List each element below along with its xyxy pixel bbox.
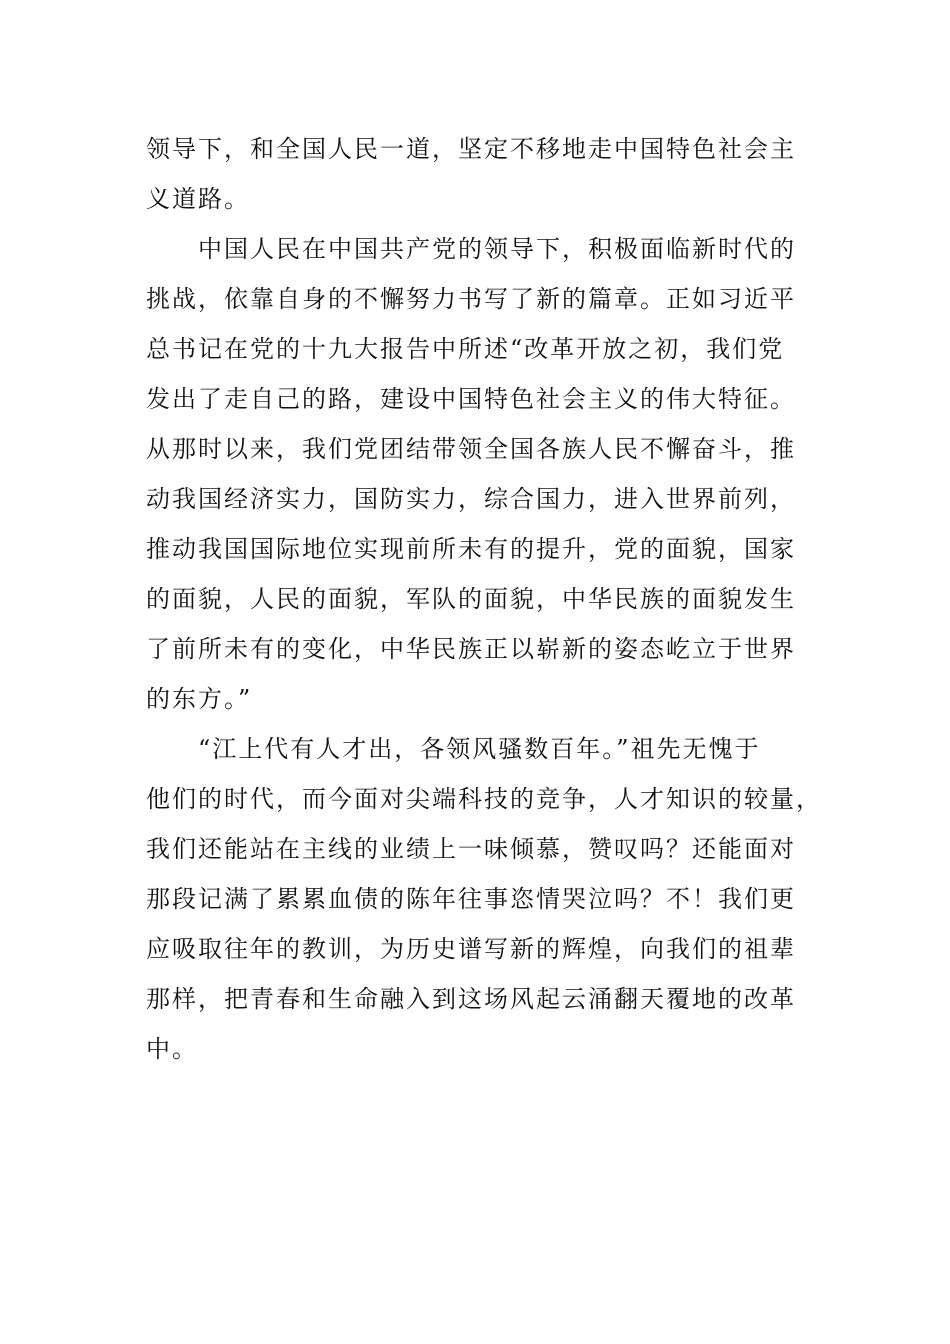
text-line: 那段记满了累累血债的陈年往事恣情哭泣吗？不！我们更	[146, 885, 796, 913]
text-line: 他们的时代，而今面对尖端科技的竞争，人才知识的较量，	[146, 785, 822, 813]
text-line: 的东方。”	[146, 685, 253, 713]
text-line: 的面貌，人民的面貌，军队的面貌，中华民族的面貌发生	[146, 585, 796, 613]
text-line: 发出了走自己的路，建设中国特色社会主义的伟大特征。	[146, 385, 796, 413]
body-text	[146, 124, 822, 1074]
paragraph-3	[146, 724, 822, 1074]
text-line: 我们还能站在主线的业绩上一味倾慕，赞叹吗？还能面对	[146, 835, 796, 863]
paragraph-1	[146, 124, 806, 224]
text-line: 义道路。	[146, 185, 250, 213]
text-line: 推动我国国际地位实现前所未有的提升，党的面貌，国家	[146, 535, 796, 563]
text-line: 应吸取往年的教训，为历史谱写新的辉煌，向我们的祖辈	[146, 935, 796, 963]
text-line: 那样，把青春和生命融入到这场风起云涌翻天覆地的改革	[146, 985, 796, 1013]
text-line: 总书记在党的十九大报告中所述“改革开放之初，我们党	[146, 335, 785, 363]
text-line: 挑战，依靠自身的不懈努力书写了新的篇章。正如习近平	[146, 285, 796, 313]
text-line: 从那时以来，我们党团结带领全国各族人民不懈奋斗，推	[146, 435, 796, 463]
paragraph-2	[146, 224, 806, 724]
text-line: 中国人民在中国共产党的领导下，积极面临新时代的	[146, 235, 796, 263]
text-line: “江上代有人才出，各领风骚数百年。”祖先无愧于	[146, 735, 761, 763]
text-line: 了前所未有的变化，中华民族正以崭新的姿态屹立于世界	[146, 635, 796, 663]
text-line: 领导下，和全国人民一道，坚定不移地走中国特色社会主	[146, 135, 796, 163]
text-line: 中。	[146, 1035, 198, 1063]
text-line: 动我国经济实力，国防实力，综合国力，进入世界前列，	[146, 485, 796, 513]
